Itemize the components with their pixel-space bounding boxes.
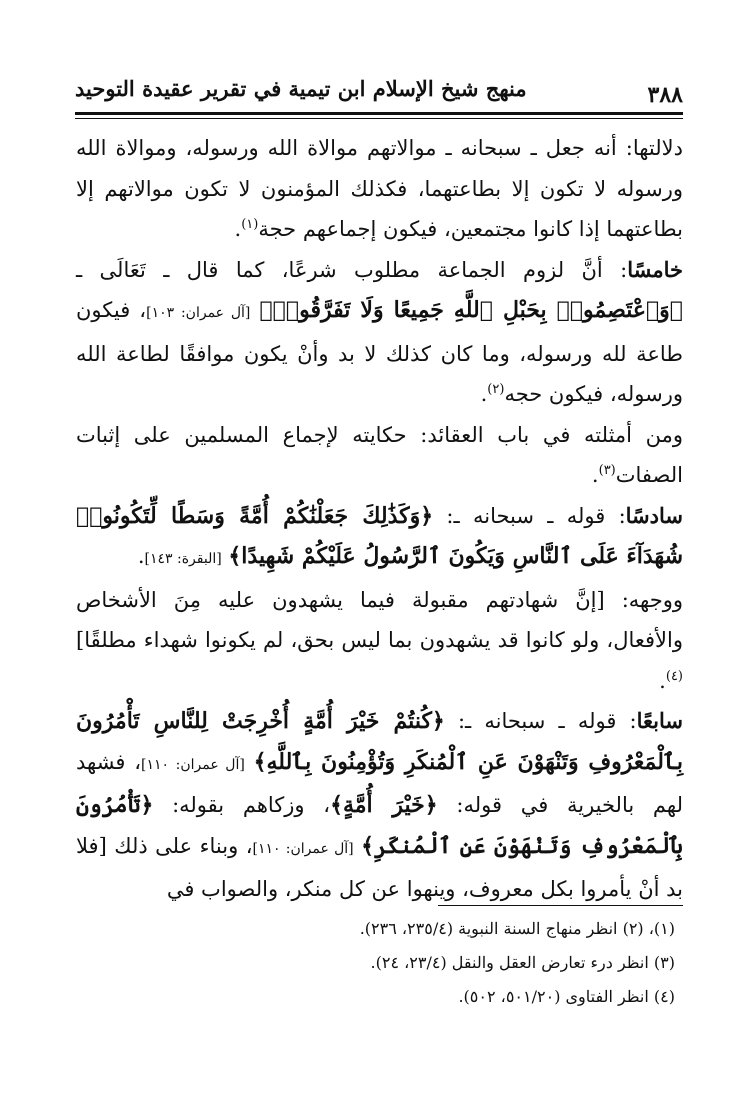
section-label: سابعًا bbox=[636, 708, 683, 733]
footnotes bbox=[76, 912, 675, 1014]
quran-verse: ﴿وَكَذَٰلِكَ جَعَلْنَٰكُمْ أُمَّةً وَسَطًا لِّتَكُونُوا۟ شُهَدَآءَ عَلَى ٱلنَّاسِ وَيَكُونَ ٱلرَّسُولُ عَلَيْكُمْ شَهِيدًا﴾ bbox=[76, 502, 683, 569]
section-label: سادسًا bbox=[625, 502, 683, 528]
footnote-ref[interactable]: (٤) bbox=[665, 668, 683, 684]
quran-verse: ﴿خَيْرَ أُمَّةٍ﴾ bbox=[330, 792, 438, 818]
verse-reference: [البقرة: ١٤٣] bbox=[144, 551, 222, 567]
page-header bbox=[75, 74, 683, 114]
quran-verse: ﴿تَأْمُرُونَ بِٱلْمَعْرُوفِ وَتَنْهَوْنَ عَنِ ٱلْمُنكَرِ﴾ bbox=[76, 792, 683, 859]
page-number: ٣٨٨ bbox=[647, 82, 683, 108]
verse-reference: [آل عمران: ١٠٣] bbox=[146, 305, 251, 321]
footnote-ref[interactable]: (٣) bbox=[598, 463, 616, 478]
verse-reference: [آل عمران: ١١٠] bbox=[141, 756, 245, 773]
paragraph: سادسًا: قوله ـ سبحانه ـ: ﴿وَكَذَٰلِكَ جَعَلْنَٰكُمْ أُمَّةً وَسَطًا لِّتَكُونُوا۟ شُهَدَآءَ عَلَى ٱلنَّاسِ وَيَكُونَ ٱلرَّسُولُ عَلَيْكُمْ شَهِيدًا﴾ [البقرة: ١٤٣]. bbox=[76, 502, 683, 569]
verse-reference: [آل عمران: ١١٠] bbox=[252, 840, 354, 857]
footnote: (١)، (٢) انظر منهاج السنة النبوية (٢٣٥/٤، ٢٣٦). bbox=[359, 919, 675, 938]
header-rule bbox=[75, 112, 683, 115]
paragraph: ومن أمثلته في باب العقائد: حكايته لإجماع المسلمين على إثبات الصفات$^{(٣)}$. bbox=[76, 422, 683, 487]
footnote-ref[interactable]: (٢) bbox=[487, 382, 505, 397]
header-rule-thin bbox=[75, 118, 683, 119]
footnote-rule bbox=[438, 905, 683, 906]
section-label: خامسًا bbox=[627, 256, 683, 282]
footnote: (٣) انظر درء تعارض العقل والنقل (٢٣/٤، ٢٤). bbox=[370, 953, 675, 972]
paragraph: سابعًا: قوله ـ سبحانه ـ: ﴿كُنتُمْ خَيْرَ أُمَّةٍ أُخْرِجَتْ لِلنَّاسِ تَأْمُرُونَ بِٱلْمَعْرُوفِ وَتَنْهَوْنَ عَنِ ٱلْمُنكَرِ وَتُؤْمِنُونَ بِٱللَّهِ﴾ [آل عمران: ١١٠]، فشهد لهم بالخيرية في قوله: ﴿خَيْرَ أُمَّةٍ﴾، وزكاهم بقوله: ﴿تَأْمُرُونَ بِٱلْمَعْرُوفِ وَتَنْهَوْنَ عَنِ ٱلْمُنكَرِ﴾ [آل عمران: ١١٠]، وبناء على ذلك [فلا بد أنْ يأمروا بكل معروف، وينهوا عن كل منكر، والصواب في bbox=[76, 708, 683, 901]
footnote: (٤) انظر الفتاوى (٥٠١/٢٠، ٥٠٢). bbox=[458, 987, 675, 1006]
quran-verse: ﴿كُنتُمْ خَيْرَ أُمَّةٍ أُخْرِجَتْ لِلنَّاسِ تَأْمُرُونَ بِٱلْمَعْرُوفِ وَتَنْهَوْنَ عَنِ ٱلْمُنكَرِ وَتُؤْمِنُونَ بِٱللَّهِ﴾ bbox=[76, 708, 683, 775]
paragraph: خامسًا: أنَّ لزوم الجماعة مطلوب شرعًا، كما قال ـ تَعَالَى ـ ﴿وَٱعْتَصِمُوا۟ بِحَبْلِ ٱللَّهِ جَمِيعًا وَلَا تَفَرَّقُوا۟﴾ [آل عمران: ١٠٣]، فيكون طاعة لله ورسوله، وما كان كذلك لا بد وأنْ يكون موافقًا لطاعة الله ورسوله، فيكون حجه$^{(٢)}$. bbox=[76, 256, 684, 406]
quran-verse: ﴿وَٱعْتَصِمُوا۟ بِحَبْلِ ٱللَّهِ جَمِيعًا وَلَا تَفَرَّقُوا۟﴾ bbox=[259, 297, 684, 323]
running-title: منهج شيخ الإسلام ابن تيمية في تقرير عقيدة التوحيد bbox=[75, 76, 527, 101]
footnote-ref[interactable]: (١) bbox=[241, 217, 259, 232]
main-text bbox=[76, 128, 683, 910]
paragraph: دلالتها: أنه جعل ـ سبحانه ـ موالاتهم موالاة الله ورسوله، وموالاة الله ورسوله لا تكون إلا بطاعتهما، فكذلك المؤمنون لا تكون موالاتهم إلا بطاعتهما إذا كانوا مجتمعين، فيكون إجماعهم حجة$^{(١)}$. bbox=[76, 136, 683, 241]
paragraph: ووجهه: [إنَّ شهادتهم مقبولة فيما يشهدون عليه مِنَ الأشخاص والأفعال، ولو كانوا قد يشهدون بما ليس بحق، لم يكونوا شهداء مطلقًا]$^{(٤)}$. bbox=[76, 587, 683, 693]
